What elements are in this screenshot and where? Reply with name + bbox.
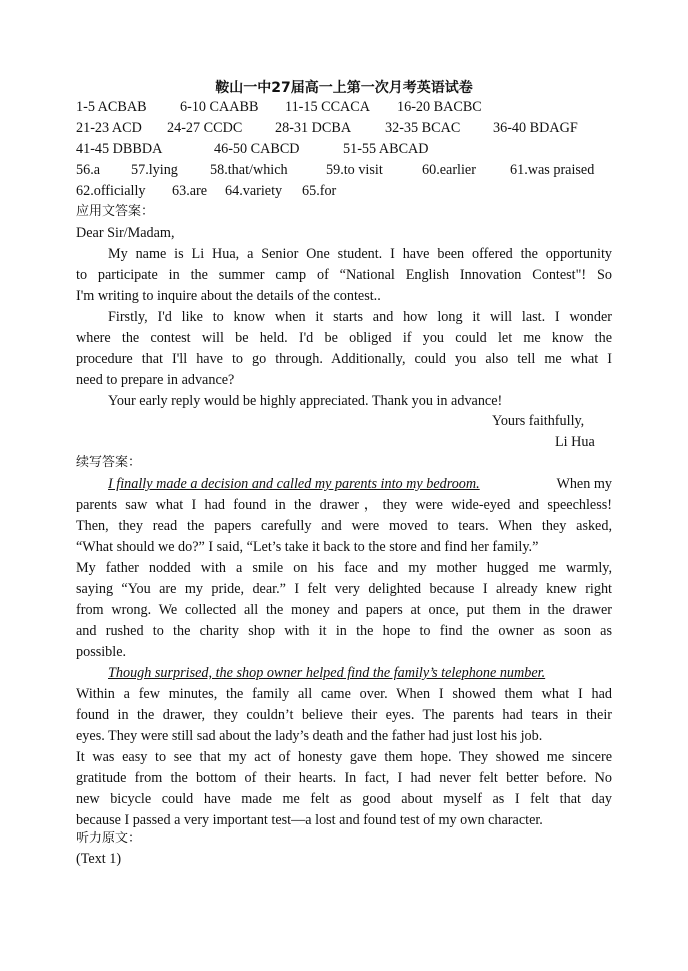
answer-item: 6-10 CAABB [180,99,259,115]
answer-item: 46-50 CABCD [214,141,300,157]
answer-item: 61.was praised [510,162,595,178]
underlined-first-sentence: I finally made a decision and called my parents into my bedroom. [108,476,480,492]
answer-item: 51-55 ABCAD [343,141,429,157]
letter-line: need to prepare in advance? [76,372,235,388]
letter-line: Your early reply would be highly appreciated. Thank you in advance! [108,393,503,409]
page-title: 鞍山一中27届高一上第一次月考英语试卷 [215,80,473,96]
letter-closing: Yours faithfully, [492,413,585,429]
answer-item: 60.earlier [422,162,476,178]
answer-item: 28-31 DCBA [275,120,352,136]
letter-line: to participate in the summer camp of “National English Innovation Contest"! So [76,267,612,283]
continuation-line: “What should we do?” I said, “Let’s take it back to the store and find her family.” [76,539,539,555]
answer-item: 58.that/which [210,162,288,178]
continuation-heading: 续写答案： [76,455,142,470]
answer-item: 65.for [302,183,337,199]
underlined-second-sentence: Though surprised, the shop owner helped find the family’s telephone number. [108,665,546,681]
answer-item: 57.lying [131,162,178,178]
continuation-line: gratitude from the bottom of their hearts. In fact, I had never felt better before. No [76,770,612,786]
continuation-line: from wrong. We collected all the money and papers at once, put them in the drawer [76,602,612,618]
writing-heading: 应用文答案： [76,204,155,219]
answer-item: 64.variety [225,183,283,199]
letter-line: where the contest will be held. I'd be obliged if you could let me know the [76,330,612,346]
answer-item: 24-27 CCDC [167,120,243,136]
continuation-line: Then, they read the papers carefully and were moved to tears. When they asked, [76,518,612,534]
continuation-line: because I passed a very important test—a lost and found test of my own character. [76,812,543,828]
continuation-second-paragraph-start [76,663,612,684]
continuation-line: possible. [76,644,127,660]
letter-salutation: Dear Sir/Madam, [76,225,175,241]
continuation-text: When my [556,476,612,492]
letter-line: My name is Li Hua, a Senior One student. I have been offered the opportunity [108,246,612,262]
answer-item: 63.are [172,183,208,199]
answer-item: 11-15 CCACA [285,99,370,115]
letter-line: Firstly, I'd like to know when it starts and how long it will last. I wonder [108,309,612,325]
continuation-first-line [76,474,612,495]
answer-item: 1-5 ACBAB [76,99,147,115]
continuation-line: It was easy to see that my act of honesty gave them hope. They showed me sincere [76,749,612,765]
answer-item: 36-40 BDAGF [493,120,578,136]
continuation-line: and rushed to the charity shop with it in the hope to find the owner as soon as [76,623,612,639]
continuation-line: saying “You are my pride, dear.” I felt very delighted because I already knew right [76,581,612,597]
letter-signature: Li Hua [555,434,595,450]
continuation-line: My father nodded with a smile on his face and my mother hugged me warmly, [76,560,612,576]
letter-line: I'm writing to inquire about the details of the contest.. [76,288,381,304]
answer-item: 59.to visit [326,162,383,178]
answer-item: 32-35 BCAC [385,120,461,136]
answer-item: 62.officially [76,183,146,199]
continuation-line: found in the drawer, they couldn’t believe their eyes. The parents had tears in their [76,707,612,723]
answer-item: 41-45 DBBDA [76,141,163,157]
listening-heading: 听力原文： [76,831,142,846]
answer-item: 56.a [76,162,101,178]
continuation-line: parents saw what I had found in the drawer，they were wide-eyed and speechless! [76,497,612,513]
continuation-line: Within a few minutes, the family all came over. When I showed them what I had [76,686,612,702]
continuation-line: new bicycle could have made me felt as good about myself as I felt that day [76,791,612,807]
listening-text-label: (Text 1) [76,851,122,867]
answer-item: 21-23 ACD [76,120,142,136]
continuation-line: eyes. They were still sad about the lady’s death and the father had just lost his job. [76,728,543,744]
letter-line: procedure that I'll have to go through. Additionally, could you also tell me what I [76,351,612,367]
answer-item: 16-20 BACBC [397,99,482,115]
